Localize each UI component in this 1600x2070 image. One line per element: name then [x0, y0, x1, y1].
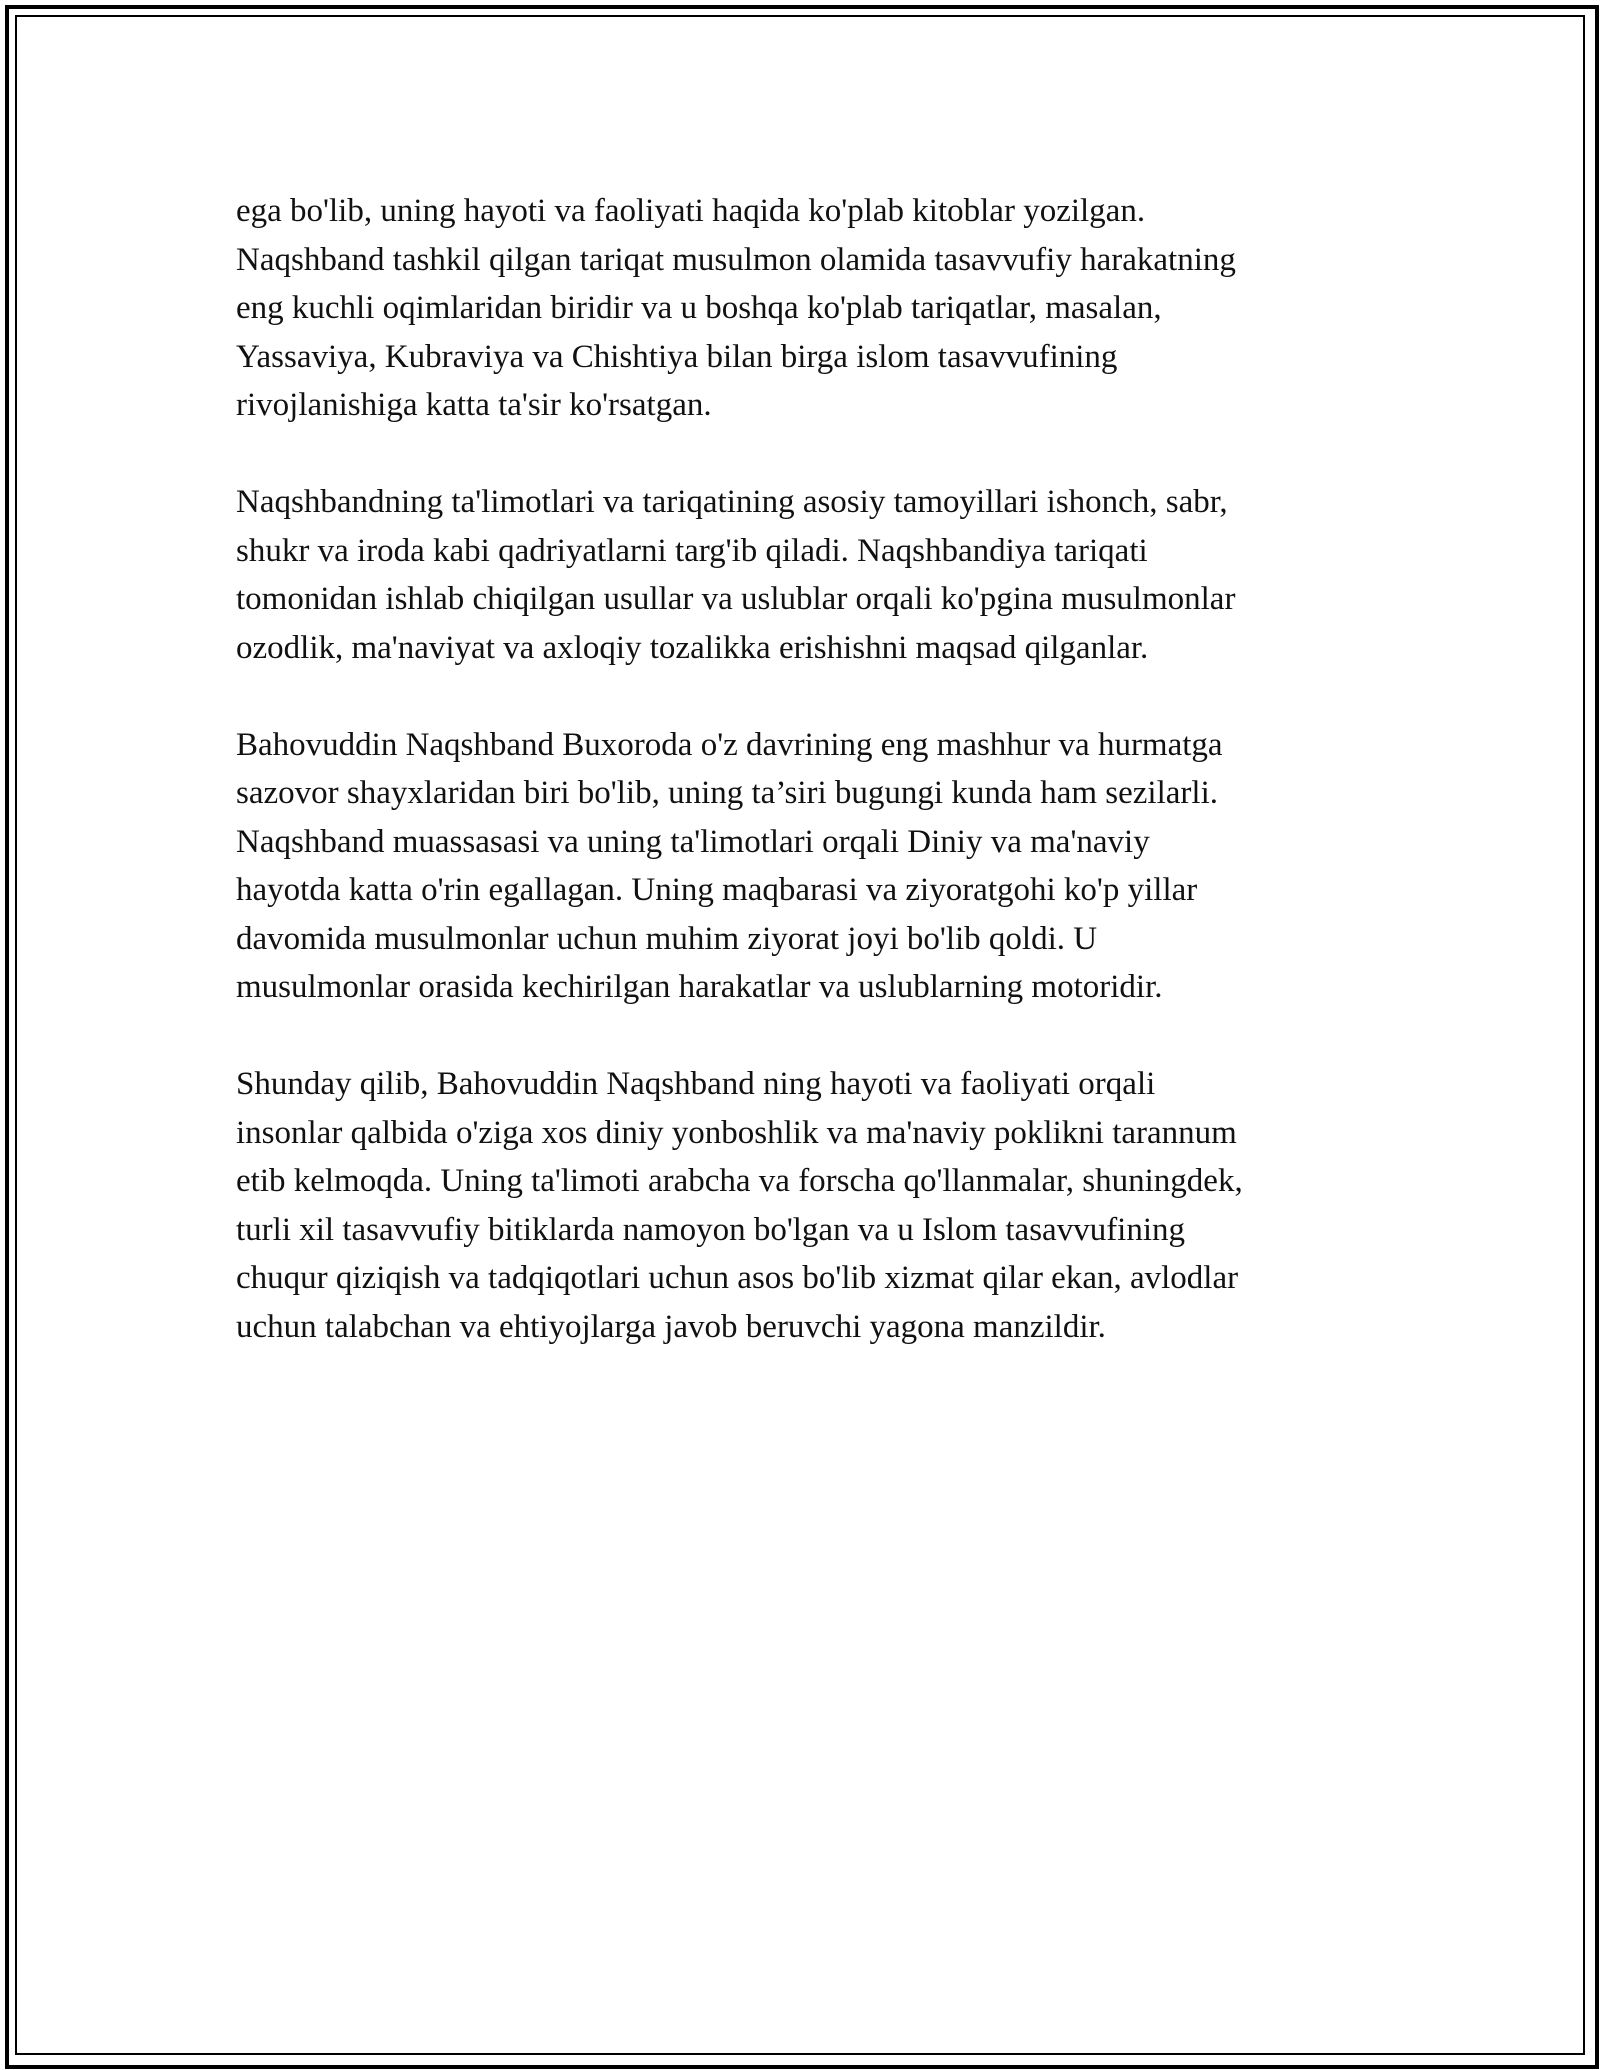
paragraph-2: Naqshbandning ta'limotlari va tariqatining asosiy tamoyillari ishonch, sabr, shukr va iroda kabi qadriyatlarni targ'ib qiladi. Naqshbandiya tariqati tomonidan ishlab chiqilgan usullar va uslublar orqali ko'pgina musulmonlar ozodlik, ma'naviyat va axloqiy tozalikka erishishni maqsad qilganlar. [236, 484, 1236, 666]
paragraph-1: ega bo'lib, uning hayoti va faoliyati haqida ko'plab kitoblar yozilgan. Naqshband tashkil qilgan tariqat musulmon olamida tasavvufiy harakatning eng kuchli oqimlaridan biridir va u boshqa ko'plab tariqatlar, masalan, Yassaviya, Kubraviya va Chishtiya bilan birga islom tasavvufining rivojlanishiga katta ta'sir ko'rsatgan. [236, 193, 1236, 423]
paragraph-4: Shunday qilib, Bahovuddin Naqshband ning hayoti va faoliyati orqali insonlar qalbida o'ziga xos diniy yonboshlik va ma'naviy poklikni tarannum etib kelmoqda. Uning ta'limoti arabcha va forscha qo'llanmalar, shuningdek, turli xil tasavvufiy bitiklarda namoyon bo'lgan va u Islom tasavvufining chuqur qiziqish va tadqiqotlari uchun asos bo'lib xizmat qilar ekan, avlodlar uchun talabchan va ehtiyojlarga javob beruvchi yagona manzildir. [236, 1066, 1243, 1345]
paragraph-3: Bahovuddin Naqshband Buxoroda o'z davrining eng mashhur va hurmatga sazovor shayxlaridan biri bo'lib, uning ta’siri bugungi kunda ham sezilarli. Naqshband muassasasi va uning ta'limotlari orqali Diniy va ma'naviy hayotda katta o'rin egallagan. Uning maqbarasi va ziyoratgohi ko'p yillar davomida musulmonlar uchun muhim ziyorat joyi bo'lib qoldi. U musulmonlar orasida kechirilgan harakatlar va uslublarning motoridir. [236, 726, 1223, 1005]
document-body [236, 187, 1366, 1351]
